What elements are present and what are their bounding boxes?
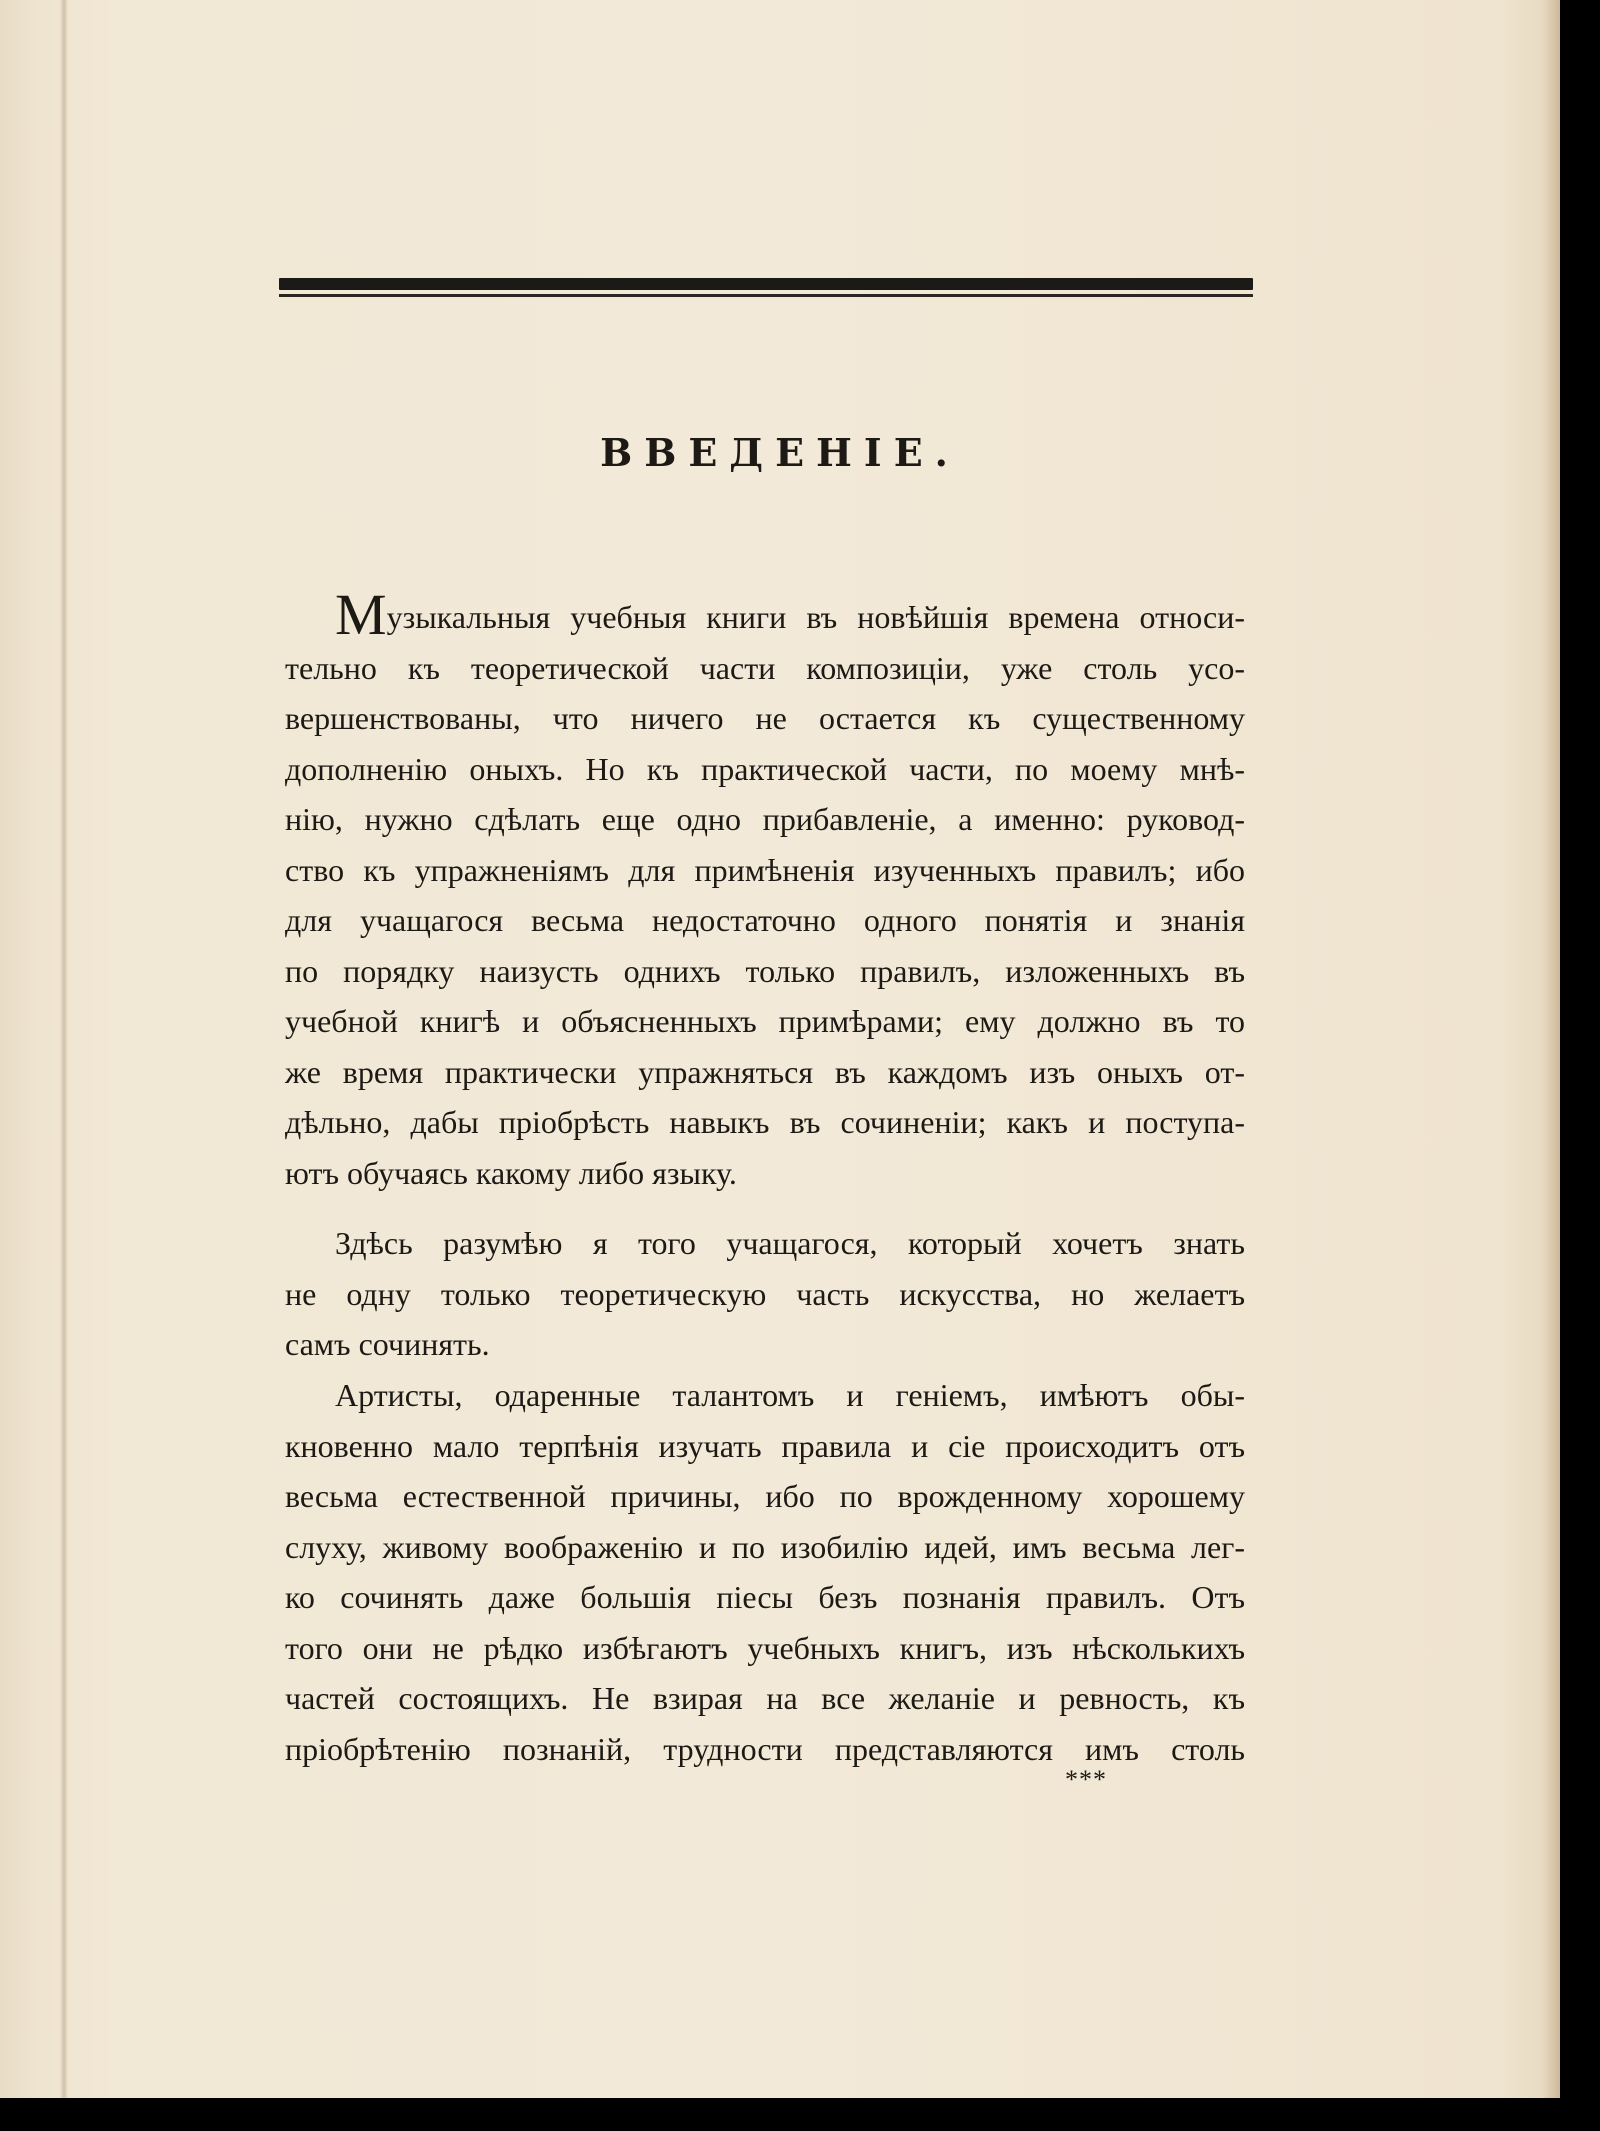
paragraph-1 <box>285 582 1245 1198</box>
text-line: того они не рѣдко избѣгаютъ учебныхъ книгъ, изъ нѣсколькихъ <box>285 1629 1245 1666</box>
text-line: слуху, живому воображенію и по изобилію идей, имъ весьма лег- <box>285 1528 1245 1565</box>
text-line: самъ сочинять. <box>285 1326 490 1362</box>
header-rule-thick <box>279 278 1253 290</box>
text-line: ко сочинять даже большія піесы безъ познанія правилъ. Отъ <box>285 1579 1245 1615</box>
text-line: тельно къ теоретической части композиціи, уже столь усо- <box>285 649 1245 686</box>
page-gutter-shadow <box>60 0 68 2098</box>
page-edge <box>1542 0 1560 2098</box>
paragraph-2 <box>285 1218 1245 1370</box>
drop-cap: М <box>335 582 387 647</box>
page-title: ВВЕДЕНІЕ. <box>600 430 960 475</box>
text-line-rest: узыкальныя учебныя книги въ новѣйшія времена относи- <box>386 599 1245 635</box>
text-line: пріобрѣтенію познаній, трудности представляются имъ столь <box>285 1730 1245 1767</box>
signature-mark: *** <box>1065 1765 1107 1794</box>
paragraph-3 <box>285 1370 1245 1774</box>
text-line: ство къ упражненіямъ для примѣненія изученныхъ правилъ; ибо <box>285 851 1245 888</box>
text-line: весьма естественной причины, ибо по врожденному хорошему <box>285 1478 1245 1514</box>
text-line: ютъ обучаясь какому либо языку. <box>285 1154 737 1191</box>
text-line: по порядку наизусть однихъ только правилъ, изложенныхъ въ <box>285 952 1245 989</box>
text-line: частей состоящихъ. Не взирая на все желаніе и ревность, къ <box>285 1680 1245 1716</box>
text-line: дѣльно, дабы пріобрѣсть навыкъ въ сочиненіи; какъ и поступа- <box>285 1104 1245 1140</box>
text-line <box>285 582 1245 647</box>
header-rule-thin <box>279 294 1253 297</box>
text-line: нію, нужно сдѣлать еще одно прибавленіе, а именно: руковод- <box>285 801 1245 837</box>
text-line: вершенствованы, что ничего не остается къ существенному <box>285 700 1245 736</box>
text-line: учебной книгѣ и объясненныхъ примѣрами; ему должно въ то <box>285 1003 1245 1039</box>
text-line: дополненію оныхъ. Но къ практической части, по моему мнѣ- <box>285 750 1245 787</box>
text-line: кновенно мало терпѣнія изучать правила и сіе происходитъ отъ <box>285 1427 1245 1464</box>
text-line: не одну только теоретическую часть искусства, но желаетъ <box>285 1275 1245 1312</box>
text-line: же время практически упражняться въ каждомъ изъ оныхъ от- <box>285 1053 1245 1090</box>
text-line: Здѣсь разумѣю я того учащагося, который хочетъ знать <box>335 1225 1245 1261</box>
text-line: для учащагося весьма недостаточно одного понятія и знанія <box>285 902 1245 938</box>
text-line: Артисты, одаренные талантомъ и геніемъ, имѣютъ обы- <box>335 1377 1245 1413</box>
